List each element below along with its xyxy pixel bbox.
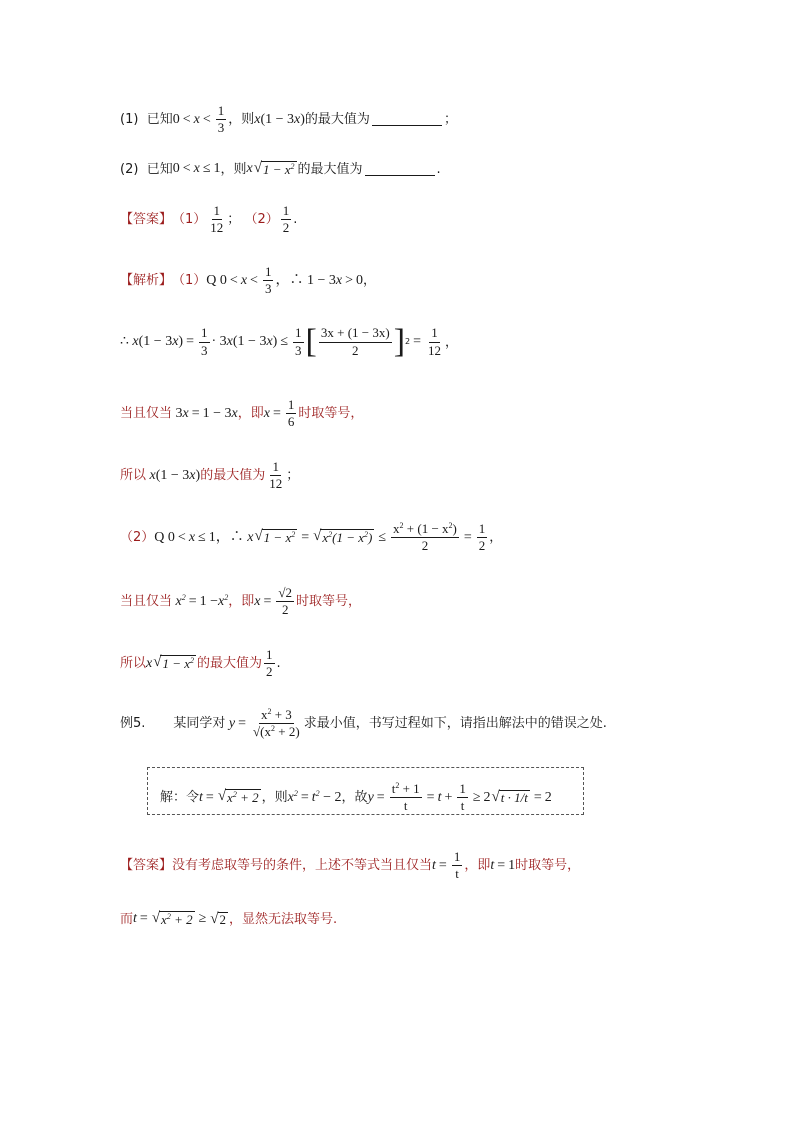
solution-line: 解：令 t = √ $x^2 + 2$ ，则 $x^2$ = $t^2$ − 2 ，故 y = $\frac{t^2 + 1}{t}$ = t + $\frac{1}{t}$ ≥ 2 √ t · 1/t = 2 — [160, 781, 552, 814]
answer-blank-2 — [365, 163, 435, 176]
analysis-line-1: 【解析】 （1） Q 0 < x < $\frac{1}{3}$ ，∴ 1 − 3 x > 0 ， — [120, 264, 376, 297]
analysis-line-5: （2） Q 0 < x ≤ 1，∴ x √ $1 - x^2$ = √ $x^2(1 - x^2)$ ≤ $\frac{x^2 + (1 - x^2)}{2}$ = $\frac{1}{2}$ ， — [120, 521, 503, 554]
answer-2-line-1: 【答案】 没有考虑取等号的条件，上述不等式当且仅当 t = $\frac{1}{t}$ ，即 t = 1 时取等号， — [120, 849, 581, 882]
analysis-line-6: 当且仅当 $x^2$ = 1 − $x^2$ ，即 x = $\frac{√2}{2}$ 时取等号， — [120, 585, 362, 618]
answer-blank-1 — [372, 113, 442, 126]
question-1: (1) 已知 0 < x < $\frac{1}{3}$ ，则 x (1 − 3 x ) 的最大值为 ； — [120, 103, 457, 136]
analysis-line-7: 所以 x √ $1 - x^2$ 的最大值为 $\frac{1}{2}$ . — [120, 647, 281, 680]
analysis-line-4: 所以 x (1 − 3 x ) 的最大值为 $\frac{1}{12}$ ； — [120, 459, 300, 492]
answer-2-line-2: 而 t = √ $x^2 + 2$ ≥ √ 2 ，显然无法取等号. — [120, 910, 338, 927]
analysis-line-3: 当且仅当 3 x = 1 − 3 x ，即 x = $\frac{1}{6}$ 时取等号， — [120, 397, 364, 430]
solution-box — [147, 767, 584, 815]
answer-line: 【答案】 （1） $\frac{1}{12}$ ； （2） $\frac{1}{2}$ . — [120, 203, 298, 236]
example-5: 例5. 某同学对 y = $\frac{x^2 + 3}{√(x^2 + 2)}$ 求最小值，书写过程如下，请指出解法中的错误之处. — [120, 707, 607, 740]
question-2: (2) 已知 0 < x ≤ 1 ，则 x √ $1 - x^2$ 的最大值为 . — [120, 160, 441, 177]
analysis-line-2: ∴ x (1 − 3 x ) = $\frac{1}{3}$ · 3 x (1 − 3 x ) ≤ $\frac{1}{3}$ [ $\frac{3x + (1 - 3x)}{2}$ ] 2 = $\frac{1}{12}$ ， — [120, 323, 459, 360]
